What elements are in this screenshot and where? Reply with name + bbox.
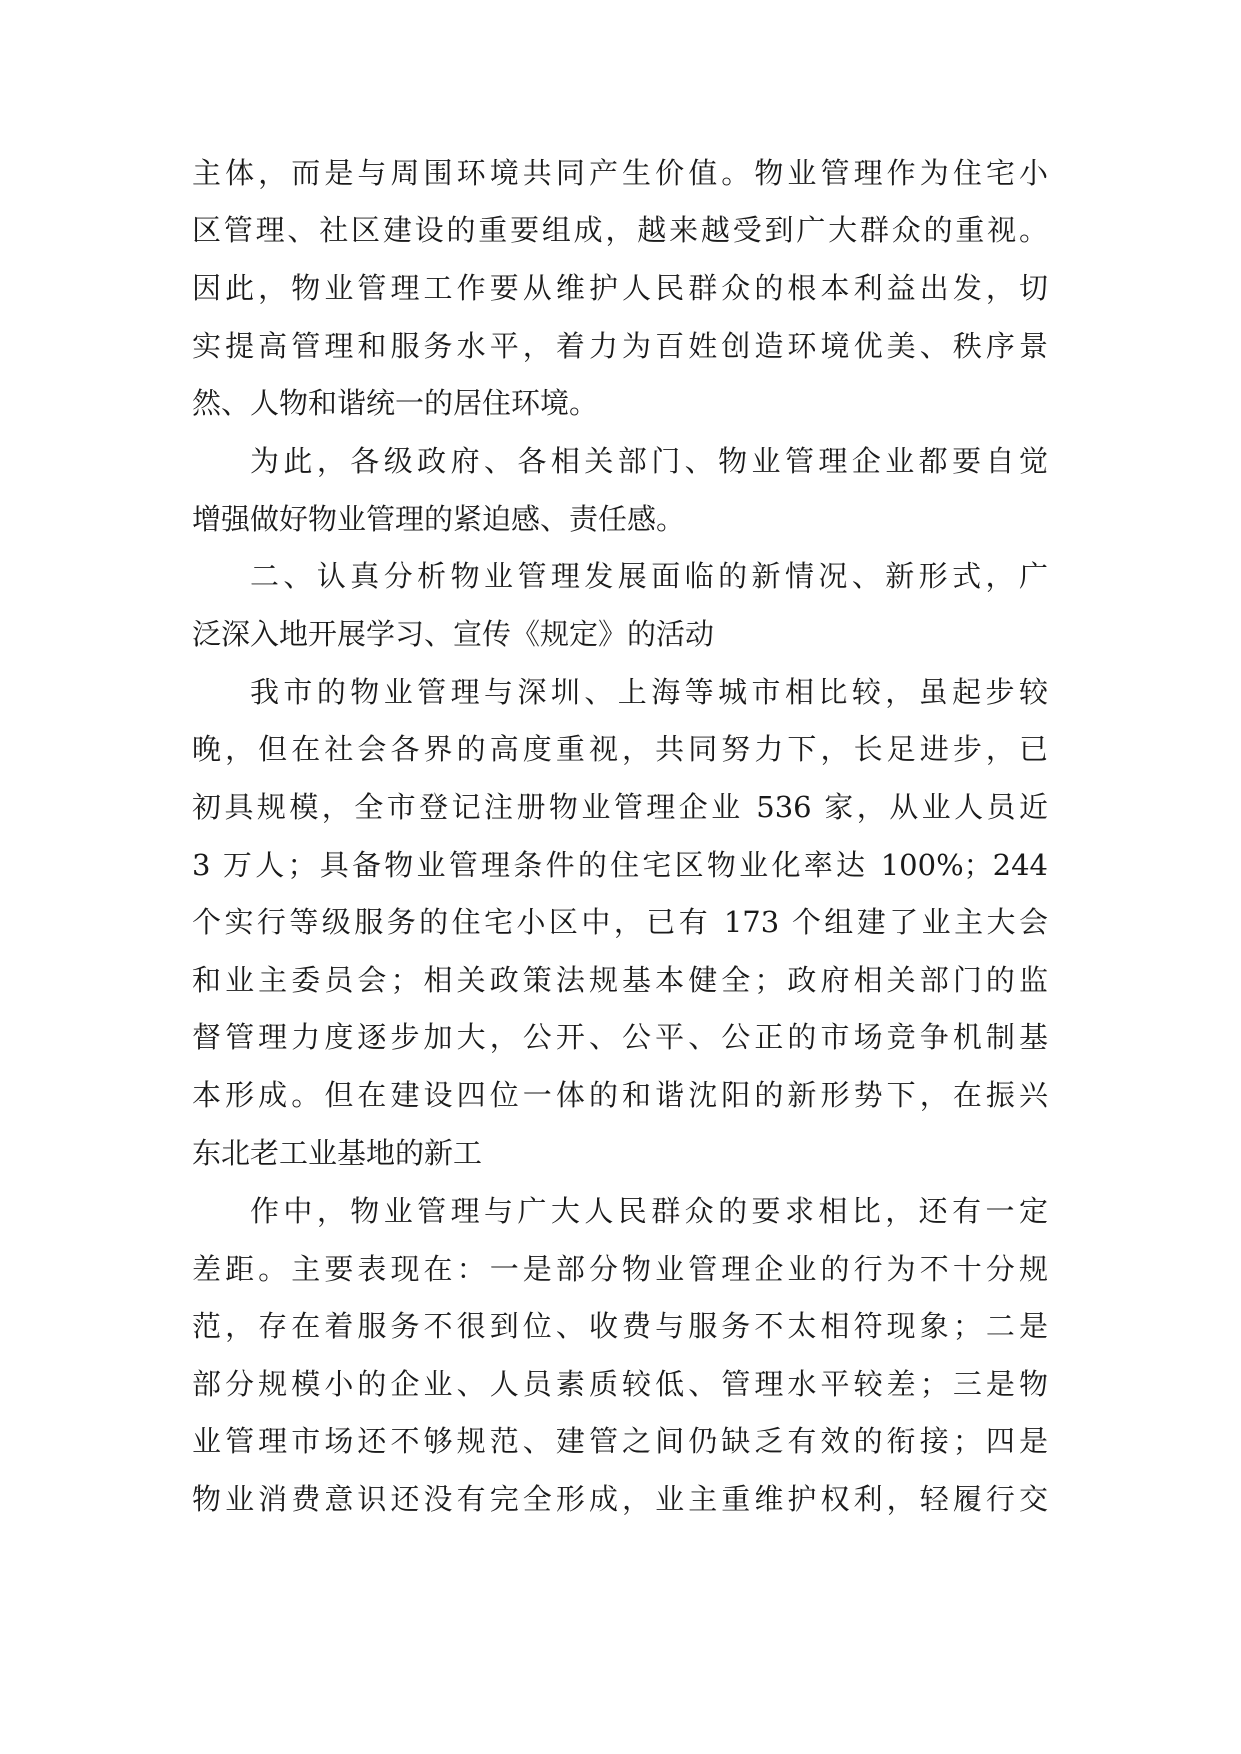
body-text-line: 区管理、社区建设的重要组成，越来越受到广大群众的重视。 bbox=[192, 213, 1048, 247]
body-text-line: 晚，但在社会各界的高度重视，共同努力下，长足进步，已 bbox=[192, 732, 1048, 766]
body-text-line: 为此，各级政府、各相关部门、物业管理企业都要自觉 bbox=[250, 444, 1048, 478]
body-text-line: 因此，物业管理工作要从维护人民群众的根本利益出发，切 bbox=[192, 271, 1048, 305]
body-text-line: 我市的物业管理与深圳、上海等城市相比较，虽起步较 bbox=[250, 675, 1048, 709]
body-text-line: 物业消费意识还没有完全形成，业主重维护权利，轻履行交 bbox=[192, 1482, 1048, 1516]
body-text-line: 3 万人；具备物业管理条件的住宅区物业化率达 100%；244 bbox=[192, 848, 1048, 882]
body-text-line: 本形成。但在建设四位一体的和谐沈阳的新形势下，在振兴 bbox=[192, 1078, 1048, 1112]
body-text-line: 初具规模，全市登记注册物业管理企业 536 家，从业人员近 bbox=[192, 790, 1048, 824]
body-text-line: 个实行等级服务的住宅小区中，已有 173 个组建了业主大会 bbox=[192, 905, 1048, 939]
body-text-line: 实提高管理和服务水平，着力为百姓创造环境优美、秩序景 bbox=[192, 329, 1048, 363]
body-text-line: 范，存在着服务不很到位、收费与服务不太相符现象；二是 bbox=[192, 1309, 1048, 1343]
body-text-line: 增强做好物业管理的紧迫感、责任感。 bbox=[192, 502, 686, 536]
body-text-line: 差距。主要表现在：一是部分物业管理企业的行为不十分规 bbox=[192, 1252, 1048, 1286]
body-text-line: 主体，而是与周围环境共同产生价值。物业管理作为住宅小 bbox=[192, 156, 1048, 190]
section-heading-line: 二、认真分析物业管理发展面临的新情况、新形式，广 bbox=[250, 559, 1048, 593]
section-heading-line: 泛深入地开展学习、宣传《规定》的活动 bbox=[192, 617, 715, 651]
body-text-line: 东北老工业基地的新工 bbox=[192, 1136, 483, 1170]
body-text-line: 作中，物业管理与广大人民群众的要求相比，还有一定 bbox=[250, 1194, 1048, 1228]
body-text-line: 业管理市场还不够规范、建管之间仍缺乏有效的衔接；四是 bbox=[192, 1424, 1048, 1458]
body-text-line: 督管理力度逐步加大，公开、公平、公正的市场竞争机制基 bbox=[192, 1020, 1048, 1054]
body-text-line: 和业主委员会；相关政策法规基本健全；政府相关部门的监 bbox=[192, 963, 1048, 997]
body-text-line: 然、人物和谐统一的居住环境。 bbox=[192, 386, 599, 420]
body-text-line: 部分规模小的企业、人员素质较低、管理水平较差；三是物 bbox=[192, 1367, 1048, 1401]
